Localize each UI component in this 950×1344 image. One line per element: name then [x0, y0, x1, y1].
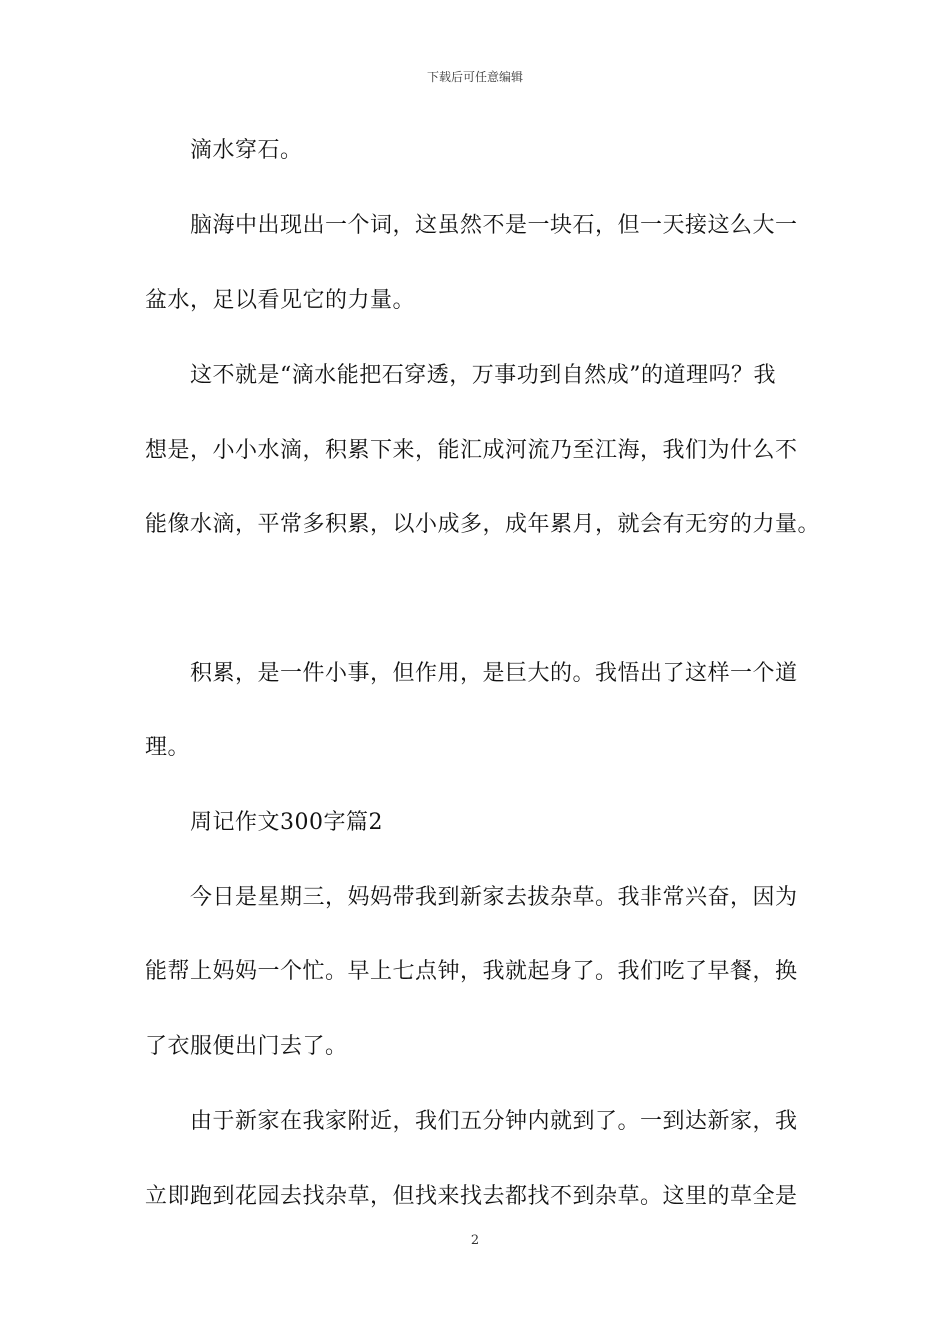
- text-line-1: 滴水穿石。: [190, 138, 303, 163]
- text-line-10: 今日是星期三，妈妈带我到新家去拔杂草。我非常兴奋，因为: [190, 885, 798, 910]
- page-header: 下载后可任意编辑: [426, 70, 523, 84]
- page-number: 2: [470, 1233, 480, 1248]
- text-line-3: 盆水，足以看见它的力量。: [145, 288, 416, 313]
- text-line-7: 积累，是一件小事，但作用，是巨大的。我悟出了这样一个道: [190, 661, 798, 686]
- text-line-13: 由于新家在我家附近，我们五分钟内就到了。一到达新家，我: [190, 1109, 798, 1134]
- text-line-12: 了衣服便出门去了。: [145, 1034, 348, 1059]
- text-line-6: 能像水滴，平常多积累，以小成多，成年累月，就会有无穷的力量。: [145, 512, 821, 537]
- text-line-5: 想是，小小水滴，积累下来，能汇成河流乃至江海，我们为什么不: [145, 438, 798, 463]
- text-line-11: 能帮上妈妈一个忙。早上七点钟，我就起身了。我们吃了早餐，换: [145, 959, 798, 984]
- section-heading: 周记作文300字篇2: [190, 810, 383, 835]
- text-line-14: 立即跑到花园去找杂草，但找来找去都找不到杂草。这里的草全是: [145, 1184, 798, 1209]
- text-line-8: 理。: [145, 735, 191, 760]
- text-line-2: 脑海中出现出一个词，这虽然不是一块石，但一天接这么大一: [190, 213, 798, 238]
- text-line-4: 这不就是“滴水能把石穿透，万事功到自然成”的道理吗？我: [190, 363, 776, 388]
